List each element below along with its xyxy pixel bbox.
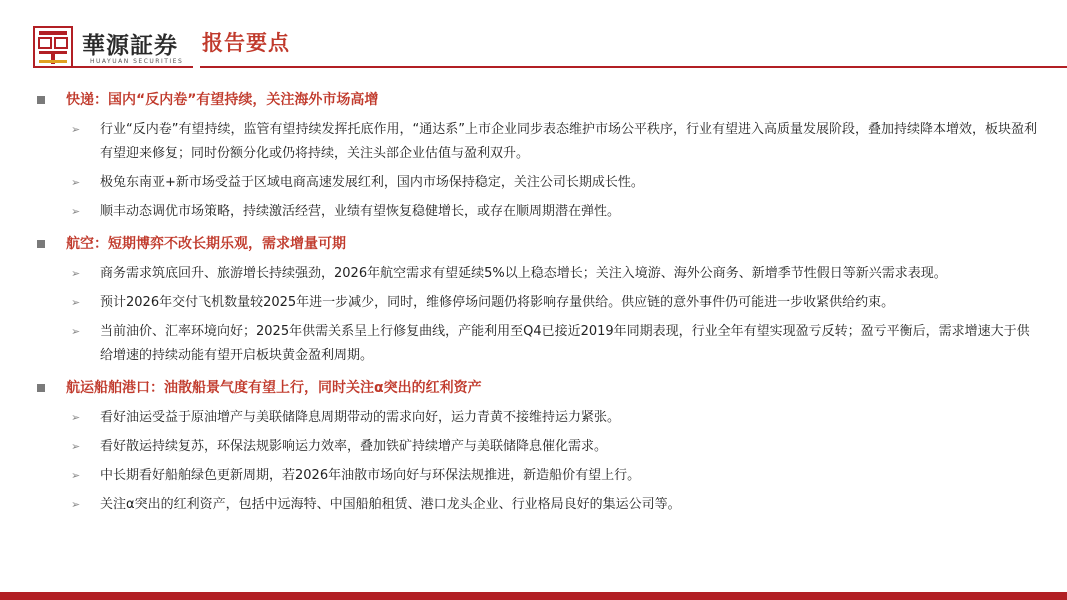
list-item [0,435,1067,459]
arrow-bullet-icon: ➢ [71,205,81,218]
section-heading [0,374,1067,402]
section-express [0,86,1067,224]
list-item [0,200,1067,224]
list-item-text: 顺丰动态调优市场策略，持续激活经营，业绩有望恢复稳健增长，或存在顺周期潜在弹性。 [100,204,621,219]
square-bullet-icon [37,240,45,248]
section-title: 快递：国内“反内卷”有望持续，关注海外市场高增 [66,92,379,108]
list-item [0,464,1067,488]
list-item-text: 商务需求筑底回升、旅游增长持续强劲，2026年航空需求有望延续5%以上稳态增长；关注入境游、海外公商务、新增季节性假日等新兴需求表现。 [100,266,947,281]
brand-subtitle: HUAYUAN SECURITIES [90,58,184,65]
company-logo-icon [33,26,73,68]
list-item-text: 看好油运受益于原油增产与美联储降息周期带动的需求向好，运力青黄不接维持运力紧张。 [100,410,621,425]
square-bullet-icon [37,384,45,392]
list-item [0,493,1067,517]
list-item-text: 当前油价、汇率环境向好；2025年供需关系呈上行修复曲线，产能利用至Q4已接近2019年同期表现，行业全年有望实现盈亏反转；盈亏平衡后，需求增速大于供给增速的持续动能有望开启板块黄金盈利周期。 [100,324,1030,363]
arrow-bullet-icon: ➢ [71,498,81,511]
report-content [0,86,1067,523]
page-header [0,0,1067,72]
square-bullet-icon [37,96,45,104]
list-item-text: 行业“反内卷”有望持续，监管有望持续发挥托底作用，“通达系”上市企业同步表态维护市场公平秩序，行业有望进入高质量发展阶段，叠加持续降本增效，板块盈利有望迎来修复；同时份额分化或仍将持续，关注头部企业估值与盈利双升。 [100,122,1037,161]
arrow-bullet-icon: ➢ [71,469,81,482]
section-title: 航空：短期博弈不改长期乐观，需求增量可期 [66,236,346,252]
list-item [0,406,1067,430]
list-item [0,262,1067,286]
header-divider-right [200,66,1067,68]
footer-bar [0,592,1067,600]
arrow-bullet-icon: ➢ [71,267,81,280]
arrow-bullet-icon: ➢ [71,176,81,189]
arrow-bullet-icon: ➢ [71,123,81,136]
list-item-text: 极兔东南亚+新市场受益于区域电商高速发展红利，国内市场保持稳定，关注公司长期成长性。 [100,175,644,190]
list-item [0,171,1067,195]
section-heading [0,230,1067,258]
list-item [0,118,1067,166]
list-item [0,291,1067,315]
arrow-bullet-icon: ➢ [71,440,81,453]
section-title: 航运船舶港口：油散船景气度有望上行，同时关注α突出的红利资产 [66,380,482,396]
list-item-text: 预计2026年交付飞机数量较2025年进一步减少，同时，维修停场问题仍将影响存量供给。供应链的意外事件仍可能进一步收紧供给约束。 [100,295,895,310]
arrow-bullet-icon: ➢ [71,411,81,424]
list-item-text: 关注α突出的红利资产，包括中远海特、中国船舶租赁、港口龙头企业、行业格局良好的集运公司等。 [100,497,681,512]
section-heading [0,86,1067,114]
page-title: 报告要点 [202,30,290,55]
list-item-text: 看好散运持续复苏，环保法规影响运力效率，叠加铁矿持续增产与美联储降息催化需求。 [100,439,608,454]
section-aviation [0,230,1067,368]
header-divider-left [33,66,193,68]
list-item [0,320,1067,368]
section-shipping [0,374,1067,517]
brand-name: 華源証券 [82,32,178,59]
arrow-bullet-icon: ➢ [71,296,81,309]
list-item-text: 中长期看好船舶绿色更新周期，若2026年油散市场向好与环保法规推进，新造船价有望上行。 [100,468,641,483]
arrow-bullet-icon: ➢ [71,325,81,338]
